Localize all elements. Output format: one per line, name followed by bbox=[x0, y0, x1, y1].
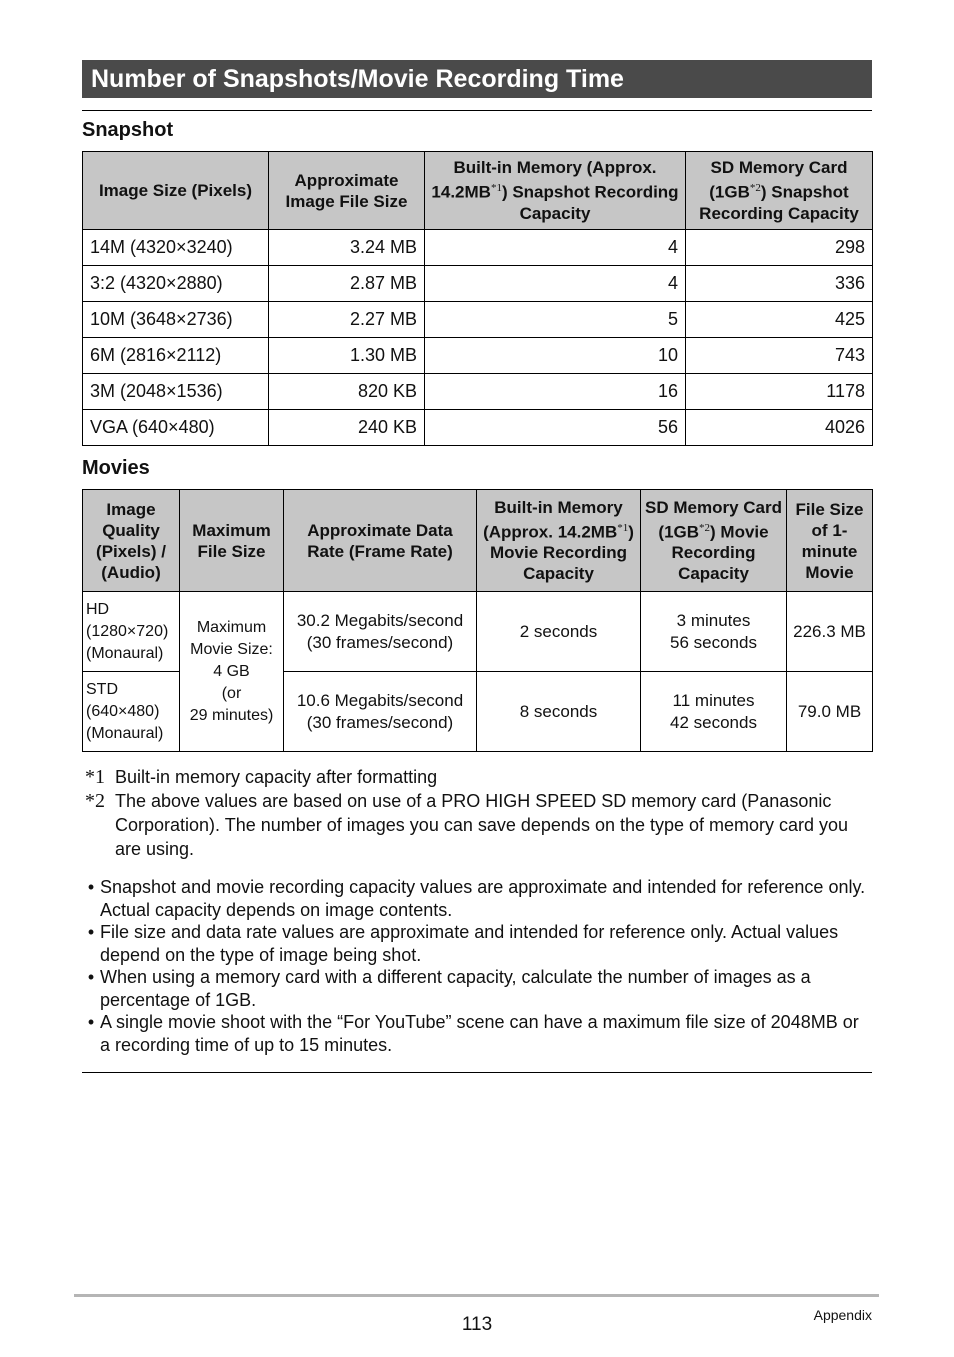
header-sd-capacity: SD Memory Card (1GB$^{*2}$) Snapshot Recording Capacity bbox=[686, 152, 873, 230]
cell-builtin: 10 bbox=[425, 338, 686, 374]
cell-data-rate bbox=[284, 672, 477, 752]
footnote-text: Built-in memory capacity after formatting bbox=[115, 767, 438, 787]
cell-file-size: 2.87 MB bbox=[269, 266, 425, 302]
cell-builtin: 16 bbox=[425, 374, 686, 410]
list-item bbox=[82, 876, 872, 921]
footnote-mark: *2 bbox=[85, 790, 105, 812]
cell-sd bbox=[641, 592, 787, 672]
page-title: Number of Snapshots/Movie Recording Time bbox=[82, 60, 872, 98]
header-data-rate: Approximate Data Rate (Frame Rate) bbox=[284, 490, 477, 592]
movies-header-row bbox=[83, 490, 873, 592]
snapshot-table bbox=[82, 151, 873, 446]
list-item bbox=[82, 1011, 872, 1056]
cell-file-size: 240 KB bbox=[269, 410, 425, 446]
section-label: Appendix bbox=[813, 1307, 872, 1323]
list-item-text: Snapshot and movie recording capacity values are approximate and intended for reference only. Actual capacity depends on image contents. bbox=[100, 877, 866, 920]
table-row bbox=[83, 266, 873, 302]
cell-sd: 425 bbox=[686, 302, 873, 338]
list-item-text: When using a memory card with a different capacity, calculate the number of images as a percentage of 1GB. bbox=[100, 967, 811, 1010]
max-size-line: 29 minutes) bbox=[189, 706, 274, 724]
footer-divider bbox=[74, 1294, 879, 1297]
table-row bbox=[83, 410, 873, 446]
cell-builtin: 2 seconds bbox=[477, 592, 641, 672]
bullet-icon: • bbox=[87, 877, 95, 897]
cell-image-size: 3:2 (4320×2880) bbox=[83, 266, 269, 302]
quality-audio: (Monaural) bbox=[86, 724, 164, 742]
cell-file-size: 2.27 MB bbox=[269, 302, 425, 338]
quality-name: HD bbox=[86, 600, 110, 618]
cell-image-size: 14M (4320×3240) bbox=[83, 230, 269, 266]
quality-pixels: (640×480) bbox=[86, 702, 160, 720]
cell-sd bbox=[641, 672, 787, 752]
cell-sd: 1178 bbox=[686, 374, 873, 410]
footnote bbox=[82, 765, 872, 789]
cell-file-size: 1.30 MB bbox=[269, 338, 425, 374]
cell-file-size: 3.24 MB bbox=[269, 230, 425, 266]
list-item-text: A single movie shoot with the “For YouTube” scene can have a maximum file size of 2048MB or a recording time of up to 15 minutes. bbox=[100, 1012, 859, 1055]
header-quality: Image Quality (Pixels) / (Audio) bbox=[83, 490, 180, 592]
cell-builtin: 4 bbox=[425, 266, 686, 302]
frame-rate-value: (30 frames/second) bbox=[306, 632, 454, 652]
cell-sd: 336 bbox=[686, 266, 873, 302]
snapshot-heading: Snapshot bbox=[82, 119, 174, 141]
data-rate-value: 10.6 Megabits/second bbox=[296, 690, 464, 710]
cell-sd: 743 bbox=[686, 338, 873, 374]
footnote bbox=[82, 789, 872, 861]
snapshot-header-row bbox=[83, 152, 873, 230]
bullet-icon: • bbox=[87, 967, 95, 987]
cell-builtin: 8 seconds bbox=[477, 672, 641, 752]
cell-per-minute-size: 226.3 MB bbox=[787, 592, 873, 672]
footnote-text: The above values are based on use of a PRO HIGH SPEED SD memory card (Panasonic Corporation). The number of images you can save depends on the type of memory card you are using. bbox=[115, 791, 849, 859]
header-sd-capacity: SD Memory Card (1GB$^{*2}$) Movie Recording Capacity bbox=[641, 490, 787, 592]
cell-quality bbox=[83, 672, 180, 752]
table-row bbox=[83, 374, 873, 410]
header-image-size: Image Size (Pixels) bbox=[83, 152, 269, 230]
cell-max-file-size bbox=[180, 592, 284, 752]
header-max-size: Maximum File Size bbox=[180, 490, 284, 592]
quality-pixels: (1280×720) bbox=[86, 622, 169, 640]
max-size-line: Movie Size: bbox=[190, 640, 273, 658]
header-file-size: Approximate Image File Size bbox=[269, 152, 425, 230]
data-rate-value: 30.2 Megabits/second bbox=[296, 610, 464, 630]
cell-image-size: VGA (640×480) bbox=[83, 410, 269, 446]
cell-sd: 298 bbox=[686, 230, 873, 266]
cell-per-minute-size: 79.0 MB bbox=[787, 672, 873, 752]
max-size-line: (or bbox=[221, 684, 242, 702]
sd-seconds: 42 seconds bbox=[670, 712, 757, 732]
section-divider bbox=[82, 1072, 872, 1073]
cell-file-size: 820 KB bbox=[269, 374, 425, 410]
sd-minutes: 3 minutes bbox=[676, 610, 751, 630]
bullet-icon: • bbox=[87, 1012, 95, 1032]
header-builtin-capacity: Built-in Memory (Approx. 14.2MB$^{*1}$) Snapshot Recording Capacity bbox=[425, 152, 686, 230]
sd-seconds: 56 seconds bbox=[670, 632, 757, 652]
cell-quality bbox=[83, 592, 180, 672]
table-row bbox=[83, 302, 873, 338]
cell-sd: 4026 bbox=[686, 410, 873, 446]
table-row bbox=[83, 592, 873, 672]
cell-builtin: 56 bbox=[425, 410, 686, 446]
movies-table bbox=[82, 489, 873, 752]
table-row bbox=[83, 230, 873, 266]
notes-list bbox=[82, 876, 872, 1056]
title-divider bbox=[82, 110, 872, 111]
frame-rate-value: (30 frames/second) bbox=[306, 712, 454, 732]
cell-image-size: 3M (2048×1536) bbox=[83, 374, 269, 410]
cell-image-size: 6M (2816×2112) bbox=[83, 338, 269, 374]
sd-minutes: 11 minutes bbox=[672, 690, 755, 710]
list-item bbox=[82, 921, 872, 966]
footnotes bbox=[82, 765, 872, 861]
quality-name: STD bbox=[86, 680, 118, 698]
footnote-mark: *1 bbox=[85, 766, 105, 788]
movies-heading: Movies bbox=[82, 457, 150, 479]
page-number: 113 bbox=[461, 1314, 493, 1335]
cell-builtin: 5 bbox=[425, 302, 686, 338]
cell-image-size: 10M (3648×2736) bbox=[83, 302, 269, 338]
table-row bbox=[83, 338, 873, 374]
quality-audio: (Monaural) bbox=[86, 644, 164, 662]
bullet-icon: • bbox=[87, 922, 95, 942]
cell-builtin: 4 bbox=[425, 230, 686, 266]
cell-data-rate bbox=[284, 592, 477, 672]
header-per-minute-size: File Size of 1-minute Movie bbox=[787, 490, 873, 592]
max-size-line: 4 GB bbox=[213, 662, 250, 680]
max-size-line: Maximum bbox=[196, 618, 267, 636]
list-item bbox=[82, 966, 872, 1011]
header-builtin-capacity: Built-in Memory (Approx. 14.2MB$^{*1}$) Movie Recording Capacity bbox=[477, 490, 641, 592]
list-item-text: File size and data rate values are approximate and intended for reference only. Actual values depend on the type of image being shot. bbox=[100, 922, 839, 965]
